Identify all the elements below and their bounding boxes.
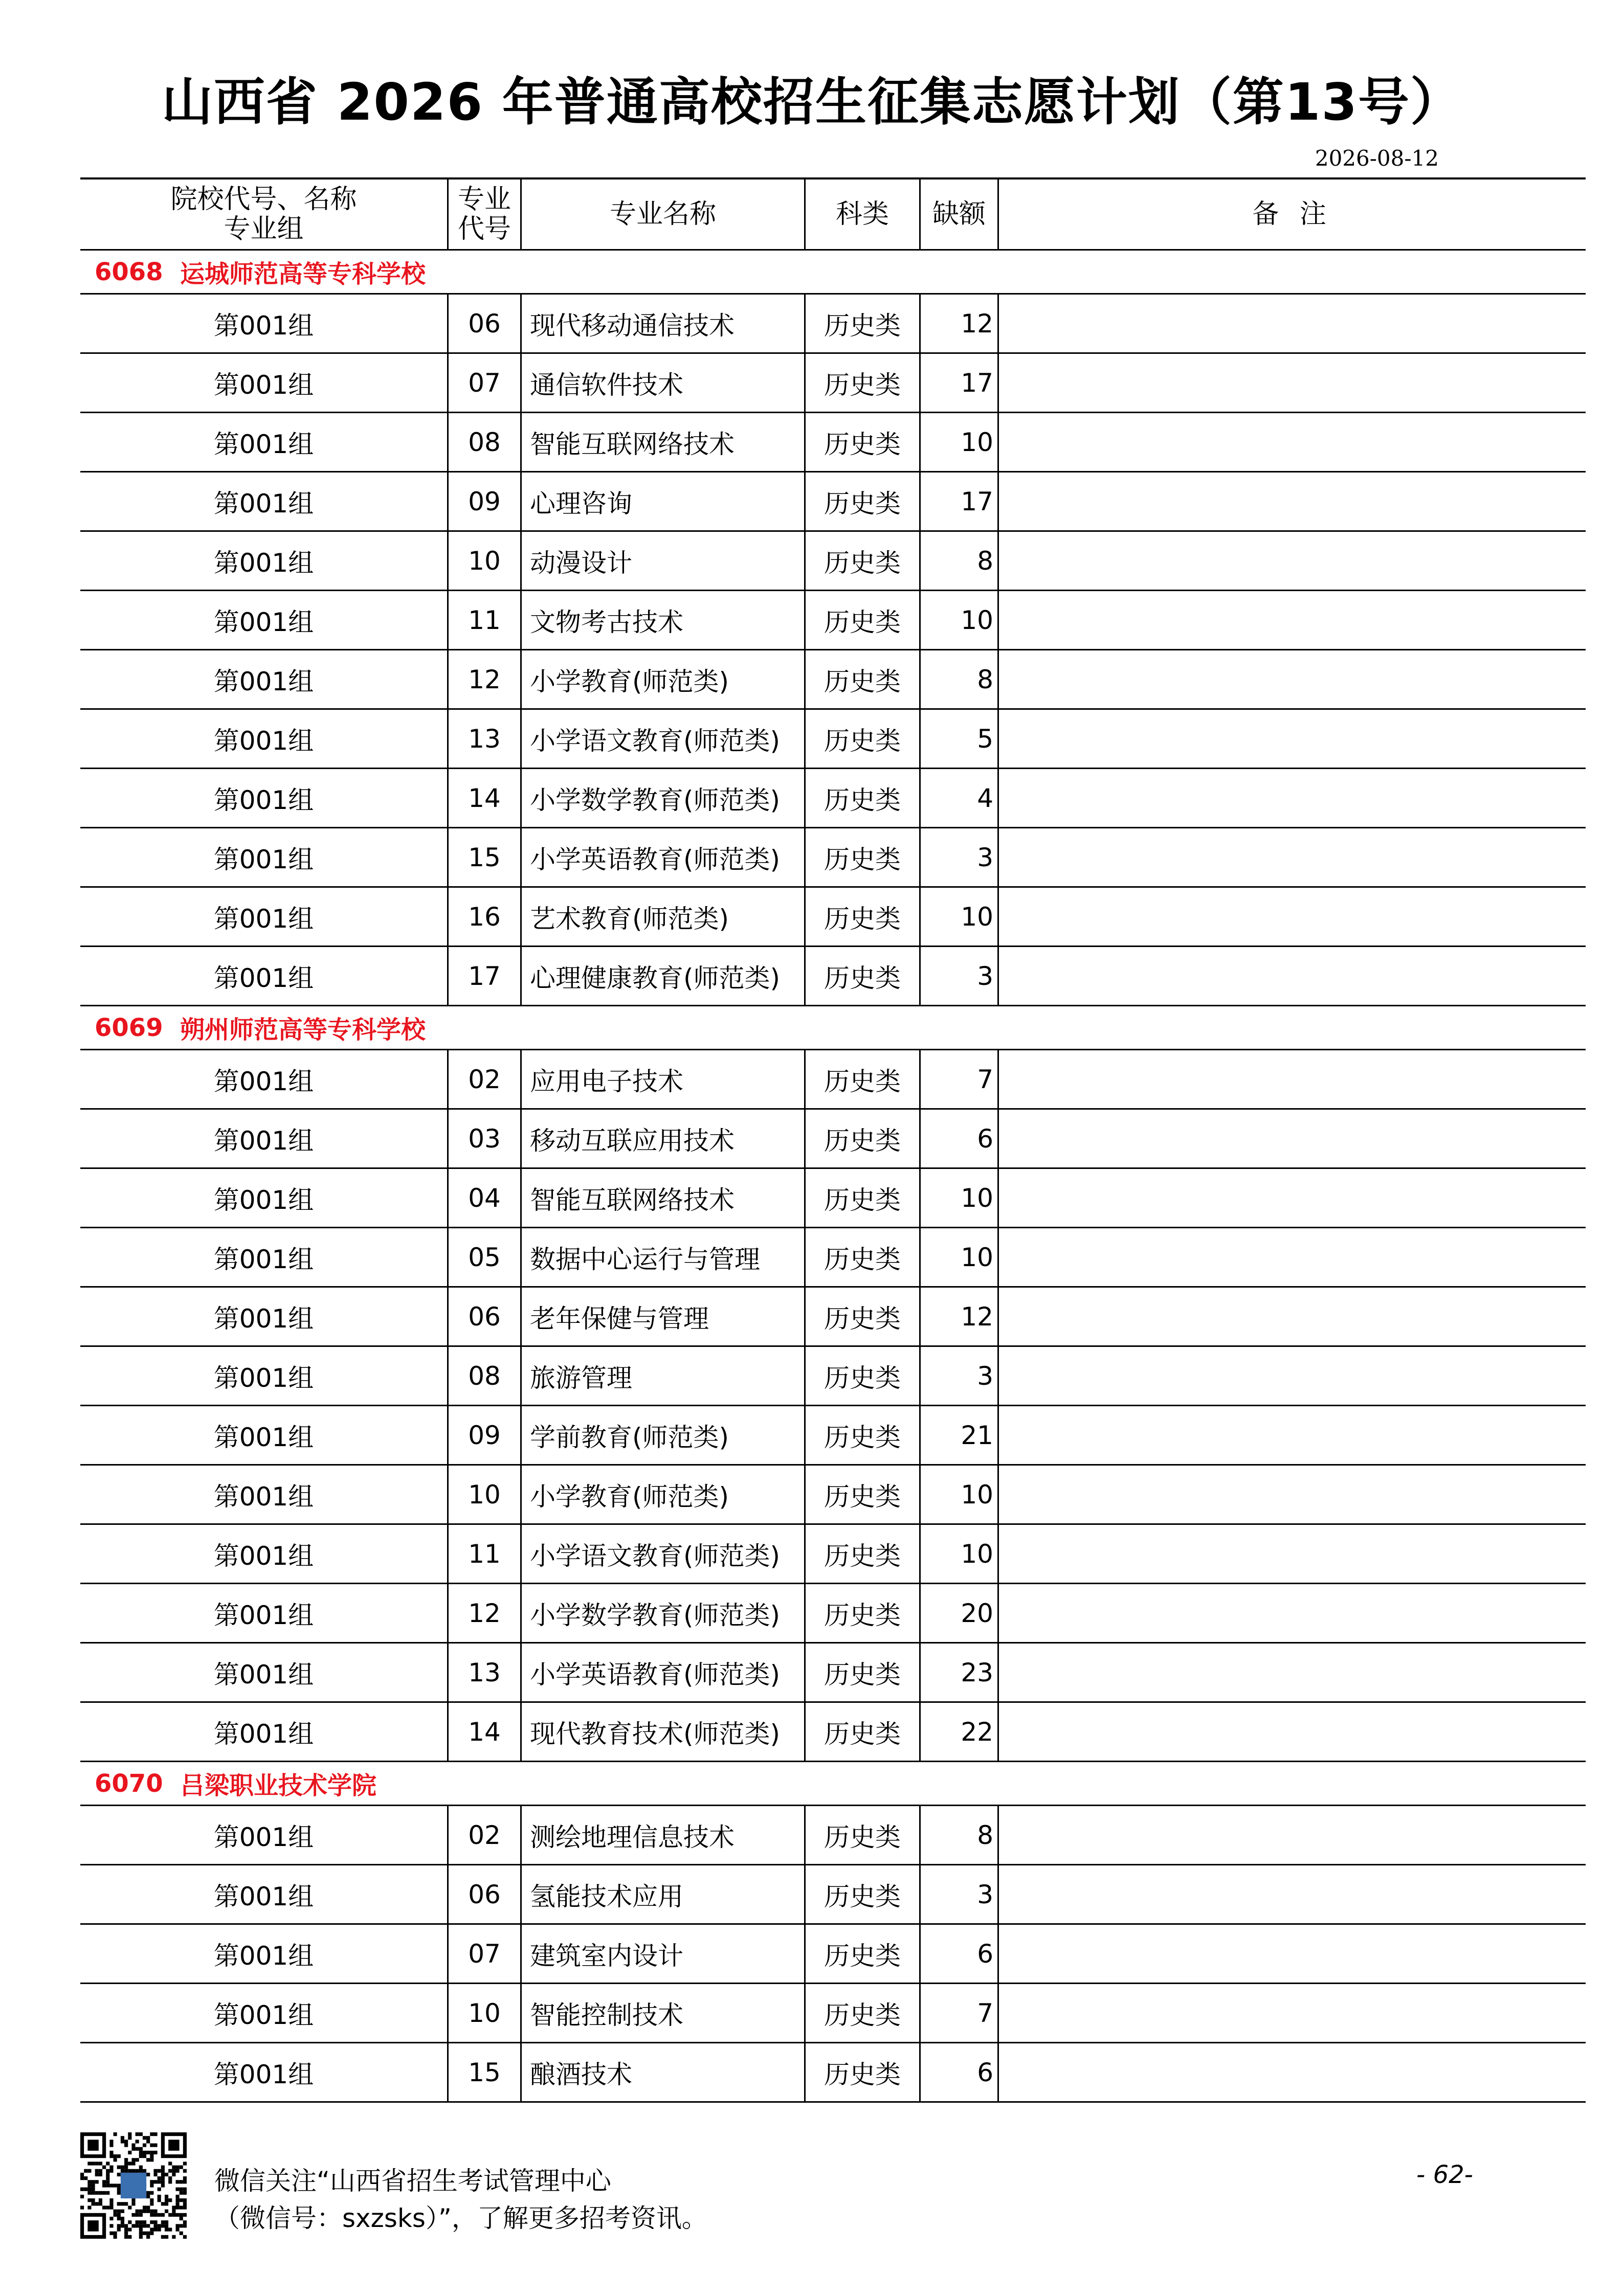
cell-category: 历史类 bbox=[806, 650, 921, 708]
table-row bbox=[80, 1169, 1586, 1228]
cell-major-name: 现代移动通信技术 bbox=[522, 295, 806, 352]
publish-date: 2026-08-12 bbox=[1315, 146, 1439, 171]
cell-note bbox=[999, 354, 1586, 412]
cell-major-code: 10 bbox=[449, 532, 522, 590]
cell-note bbox=[999, 1925, 1586, 1983]
cell-note bbox=[999, 1703, 1586, 1761]
cell-major-code: 06 bbox=[449, 1288, 522, 1345]
cell-group: 第001组 bbox=[80, 1347, 449, 1405]
cell-category: 历史类 bbox=[806, 1347, 921, 1405]
header-category: 科类 bbox=[806, 179, 921, 249]
cell-major-code: 08 bbox=[449, 1347, 522, 1405]
cell-major-name: 小学数学教育(师范类) bbox=[522, 1584, 806, 1642]
cell-quota: 10 bbox=[921, 1466, 999, 1523]
page-footer bbox=[80, 2132, 1586, 2245]
spacer bbox=[163, 1014, 180, 1042]
table-row bbox=[80, 1466, 1586, 1525]
cell-category: 历史类 bbox=[806, 472, 921, 530]
table-row bbox=[80, 1865, 1586, 1925]
cell-category: 历史类 bbox=[806, 591, 921, 649]
cell-note bbox=[999, 710, 1586, 768]
header-school bbox=[80, 179, 449, 249]
cell-major-code: 15 bbox=[449, 2043, 522, 2101]
cell-note bbox=[999, 947, 1586, 1005]
cell-major-name: 建筑室内设计 bbox=[522, 1925, 806, 1983]
table-row bbox=[80, 413, 1586, 472]
cell-group: 第001组 bbox=[80, 1703, 449, 1761]
table-header bbox=[80, 177, 1586, 251]
cell-category: 历史类 bbox=[806, 828, 921, 886]
cell-quota: 3 bbox=[921, 1865, 999, 1923]
cell-group: 第001组 bbox=[80, 591, 449, 649]
cell-category: 历史类 bbox=[806, 354, 921, 412]
cell-quota: 12 bbox=[921, 1288, 999, 1345]
cell-quota: 21 bbox=[921, 1406, 999, 1464]
table-row bbox=[80, 710, 1586, 769]
cell-quota: 20 bbox=[921, 1584, 999, 1642]
cell-quota: 23 bbox=[921, 1644, 999, 1701]
table-row bbox=[80, 1525, 1586, 1584]
cell-note bbox=[999, 769, 1586, 827]
cell-major-code: 17 bbox=[449, 947, 522, 1005]
school-name: 朔州师范高等专科学校 bbox=[180, 1016, 426, 1044]
cell-category: 历史类 bbox=[806, 1406, 921, 1464]
school-name: 运城师范高等专科学校 bbox=[180, 260, 426, 288]
cell-note bbox=[999, 888, 1586, 946]
table-body bbox=[80, 251, 1586, 2103]
cell-major-name: 现代教育技术(师范类) bbox=[522, 1703, 806, 1761]
cell-note bbox=[999, 472, 1586, 530]
cell-major-code: 15 bbox=[449, 828, 522, 886]
cell-major-name: 动漫设计 bbox=[522, 532, 806, 590]
cell-group: 第001组 bbox=[80, 1288, 449, 1345]
cell-group: 第001组 bbox=[80, 2043, 449, 2101]
cell-major-code: 11 bbox=[449, 1525, 522, 1583]
cell-category: 历史类 bbox=[806, 1169, 921, 1227]
footer-wechat-line1: 微信关注“山西省招生考试管理中心 bbox=[214, 2166, 611, 2196]
table-row bbox=[80, 1110, 1586, 1169]
cell-note bbox=[999, 1806, 1586, 1864]
cell-major-code: 12 bbox=[449, 1584, 522, 1642]
cell-note bbox=[999, 532, 1586, 590]
school-code: 6070 bbox=[95, 1769, 163, 1798]
school-name: 吕梁职业技术学院 bbox=[180, 1771, 377, 1800]
table-row bbox=[80, 1228, 1586, 1288]
cell-major-code: 13 bbox=[449, 1644, 522, 1701]
cell-category: 历史类 bbox=[806, 1865, 921, 1923]
cell-category: 历史类 bbox=[806, 1984, 921, 2042]
cell-major-code: 14 bbox=[449, 769, 522, 827]
cell-major-code: 06 bbox=[449, 1865, 522, 1923]
cell-note bbox=[999, 295, 1586, 352]
cell-note bbox=[999, 1169, 1586, 1227]
cell-note bbox=[999, 1865, 1586, 1923]
cell-category: 历史类 bbox=[806, 888, 921, 946]
page-title: 山西省 2026 年普通高校招生征集志愿计划（第13号） bbox=[161, 72, 1463, 132]
cell-major-name: 老年保健与管理 bbox=[522, 1288, 806, 1345]
cell-major-code: 09 bbox=[449, 472, 522, 530]
cell-category: 历史类 bbox=[806, 532, 921, 590]
cell-group: 第001组 bbox=[80, 1228, 449, 1286]
cell-major-name: 通信软件技术 bbox=[522, 354, 806, 412]
cell-major-name: 小学教育(师范类) bbox=[522, 1466, 806, 1523]
cell-category: 历史类 bbox=[806, 1288, 921, 1345]
cell-group: 第001组 bbox=[80, 295, 449, 352]
cell-group: 第001组 bbox=[80, 769, 449, 827]
cell-group: 第001组 bbox=[80, 1806, 449, 1864]
table-row bbox=[80, 354, 1586, 413]
cell-quota: 6 bbox=[921, 2043, 999, 2101]
cell-major-name: 心理健康教育(师范类) bbox=[522, 947, 806, 1005]
cell-category: 历史类 bbox=[806, 1050, 921, 1108]
cell-quota: 8 bbox=[921, 532, 999, 590]
cell-major-code: 08 bbox=[449, 413, 522, 471]
cell-group: 第001组 bbox=[80, 1169, 449, 1227]
cell-quota: 3 bbox=[921, 828, 999, 886]
school-code: 6068 bbox=[95, 257, 163, 286]
cell-note bbox=[999, 1525, 1586, 1583]
cell-category: 历史类 bbox=[806, 1703, 921, 1761]
cell-note bbox=[999, 1644, 1586, 1701]
school-section-header bbox=[80, 1762, 1586, 1806]
cell-major-name: 应用电子技术 bbox=[522, 1050, 806, 1108]
cell-major-name: 小学英语教育(师范类) bbox=[522, 1644, 806, 1701]
table-row bbox=[80, 828, 1586, 888]
cell-major-name: 心理咨询 bbox=[522, 472, 806, 530]
table-row bbox=[80, 1288, 1586, 1347]
cell-group: 第001组 bbox=[80, 1984, 449, 2042]
cell-category: 历史类 bbox=[806, 1925, 921, 1983]
school-section-header bbox=[80, 251, 1586, 295]
cell-major-name: 小学语文教育(师范类) bbox=[522, 710, 806, 768]
table-row bbox=[80, 591, 1586, 650]
table-row bbox=[80, 472, 1586, 532]
cell-note bbox=[999, 1347, 1586, 1405]
cell-major-name: 学前教育(师范类) bbox=[522, 1406, 806, 1464]
cell-note bbox=[999, 2043, 1586, 2101]
cell-quota: 8 bbox=[921, 650, 999, 708]
cell-note bbox=[999, 1050, 1586, 1108]
cell-major-code: 02 bbox=[449, 1050, 522, 1108]
cell-quota: 5 bbox=[921, 710, 999, 768]
cell-quota: 10 bbox=[921, 1525, 999, 1583]
cell-note bbox=[999, 1110, 1586, 1167]
cell-major-code: 16 bbox=[449, 888, 522, 946]
cell-major-name: 小学教育(师范类) bbox=[522, 650, 806, 708]
table-row bbox=[80, 888, 1586, 947]
cell-major-name: 智能互联网络技术 bbox=[522, 413, 806, 471]
cell-group: 第001组 bbox=[80, 1925, 449, 1983]
cell-major-code: 14 bbox=[449, 1703, 522, 1761]
cell-group: 第001组 bbox=[80, 1466, 449, 1523]
cell-major-name: 文物考古技术 bbox=[522, 591, 806, 649]
cell-group: 第001组 bbox=[80, 1406, 449, 1464]
cell-major-code: 07 bbox=[449, 1925, 522, 1983]
cell-quota: 6 bbox=[921, 1925, 999, 1983]
cell-group: 第001组 bbox=[80, 828, 449, 886]
table-row bbox=[80, 1806, 1586, 1865]
cell-note bbox=[999, 413, 1586, 471]
cell-major-name: 测绘地理信息技术 bbox=[522, 1806, 806, 1864]
cell-note bbox=[999, 1466, 1586, 1523]
cell-group: 第001组 bbox=[80, 1584, 449, 1642]
cell-category: 历史类 bbox=[806, 1806, 921, 1864]
cell-major-code: 02 bbox=[449, 1806, 522, 1864]
cell-major-name: 氢能技术应用 bbox=[522, 1865, 806, 1923]
table-row bbox=[80, 1050, 1586, 1110]
cell-note bbox=[999, 1406, 1586, 1464]
school-section-header bbox=[80, 1006, 1586, 1050]
cell-major-code: 06 bbox=[449, 295, 522, 352]
cell-group: 第001组 bbox=[80, 1110, 449, 1167]
cell-category: 历史类 bbox=[806, 1110, 921, 1167]
table-row bbox=[80, 1984, 1586, 2043]
cell-major-code: 12 bbox=[449, 650, 522, 708]
table-row bbox=[80, 1925, 1586, 1984]
cell-major-name: 旅游管理 bbox=[522, 1347, 806, 1405]
cell-category: 历史类 bbox=[806, 1644, 921, 1701]
page-number: - 62- bbox=[1416, 2160, 1473, 2189]
cell-major-name: 酿酒技术 bbox=[522, 2043, 806, 2101]
cell-category: 历史类 bbox=[806, 295, 921, 352]
header-name: 专业名称 bbox=[522, 179, 806, 249]
table-row bbox=[80, 650, 1586, 710]
header-quota: 缺额 bbox=[921, 179, 999, 249]
cell-note bbox=[999, 1228, 1586, 1286]
cell-major-code: 10 bbox=[449, 1466, 522, 1523]
cell-quota: 3 bbox=[921, 947, 999, 1005]
table-row bbox=[80, 295, 1586, 354]
table-row bbox=[80, 1406, 1586, 1466]
cell-group: 第001组 bbox=[80, 1865, 449, 1923]
cell-quota: 7 bbox=[921, 1050, 999, 1108]
cell-major-code: 05 bbox=[449, 1228, 522, 1286]
table-row bbox=[80, 1584, 1586, 1644]
cell-quota: 17 bbox=[921, 472, 999, 530]
cell-category: 历史类 bbox=[806, 413, 921, 471]
cell-major-code: 13 bbox=[449, 710, 522, 768]
cell-quota: 6 bbox=[921, 1110, 999, 1167]
cell-group: 第001组 bbox=[80, 650, 449, 708]
cell-group: 第001组 bbox=[80, 413, 449, 471]
cell-quota: 10 bbox=[921, 1169, 999, 1227]
cell-group: 第001组 bbox=[80, 947, 449, 1005]
cell-group: 第001组 bbox=[80, 888, 449, 946]
cell-quota: 3 bbox=[921, 1347, 999, 1405]
spacer bbox=[163, 258, 180, 286]
cell-major-name: 智能控制技术 bbox=[522, 1984, 806, 2042]
spacer bbox=[163, 1769, 180, 1798]
cell-group: 第001组 bbox=[80, 354, 449, 412]
cell-note bbox=[999, 1288, 1586, 1345]
enrollment-plan-table bbox=[80, 177, 1586, 2103]
cell-quota: 10 bbox=[921, 888, 999, 946]
footer-wechat-line2: （微信号：sxzsks）”，了解更多招考资讯。 bbox=[214, 2203, 707, 2233]
cell-category: 历史类 bbox=[806, 1584, 921, 1642]
cell-major-code: 10 bbox=[449, 1984, 522, 2042]
cell-note bbox=[999, 828, 1586, 886]
cell-group: 第001组 bbox=[80, 472, 449, 530]
table-row bbox=[80, 2043, 1586, 2103]
cell-category: 历史类 bbox=[806, 2043, 921, 2101]
cell-quota: 10 bbox=[921, 1228, 999, 1286]
cell-note bbox=[999, 650, 1586, 708]
cell-group: 第001组 bbox=[80, 1050, 449, 1108]
cell-major-name: 艺术教育(师范类) bbox=[522, 888, 806, 946]
cell-category: 历史类 bbox=[806, 1228, 921, 1286]
cell-category: 历史类 bbox=[806, 710, 921, 768]
header-note: 备 注 bbox=[1252, 199, 1332, 230]
qr-code-icon bbox=[80, 2132, 187, 2239]
cell-quota: 17 bbox=[921, 354, 999, 412]
school-code: 6069 bbox=[95, 1013, 163, 1042]
cell-major-name: 小学数学教育(师范类) bbox=[522, 769, 806, 827]
cell-note bbox=[999, 1584, 1586, 1642]
cell-note bbox=[999, 591, 1586, 649]
header-code-label: 专业 代号 bbox=[457, 184, 511, 244]
cell-quota: 4 bbox=[921, 769, 999, 827]
cell-major-name: 智能互联网络技术 bbox=[522, 1169, 806, 1227]
cell-category: 历史类 bbox=[806, 1466, 921, 1523]
table-row bbox=[80, 532, 1586, 591]
cell-group: 第001组 bbox=[80, 710, 449, 768]
cell-group: 第001组 bbox=[80, 1644, 449, 1701]
cell-group: 第001组 bbox=[80, 1525, 449, 1583]
header-school-label: 院校代号、名称 专业组 bbox=[170, 184, 357, 244]
table-row bbox=[80, 769, 1586, 828]
cell-major-code: 03 bbox=[449, 1110, 522, 1167]
cell-major-code: 04 bbox=[449, 1169, 522, 1227]
cell-quota: 7 bbox=[921, 1984, 999, 2042]
cell-category: 历史类 bbox=[806, 947, 921, 1005]
table-row bbox=[80, 1703, 1586, 1762]
cell-quota: 22 bbox=[921, 1703, 999, 1761]
table-row bbox=[80, 1644, 1586, 1703]
cell-major-name: 移动互联应用技术 bbox=[522, 1110, 806, 1167]
cell-note bbox=[999, 1984, 1586, 2042]
table-row bbox=[80, 1347, 1586, 1406]
cell-group: 第001组 bbox=[80, 532, 449, 590]
cell-category: 历史类 bbox=[806, 769, 921, 827]
cell-major-name: 小学英语教育(师范类) bbox=[522, 828, 806, 886]
cell-major-name: 小学语文教育(师范类) bbox=[522, 1525, 806, 1583]
cell-quota: 10 bbox=[921, 413, 999, 471]
cell-major-code: 09 bbox=[449, 1406, 522, 1464]
cell-major-code: 11 bbox=[449, 591, 522, 649]
cell-category: 历史类 bbox=[806, 1525, 921, 1583]
table-row bbox=[80, 947, 1586, 1006]
cell-major-name: 数据中心运行与管理 bbox=[522, 1228, 806, 1286]
header-code bbox=[449, 179, 522, 249]
cell-major-code: 07 bbox=[449, 354, 522, 412]
cell-quota: 10 bbox=[921, 591, 999, 649]
cell-quota: 8 bbox=[921, 1806, 999, 1864]
cell-quota: 12 bbox=[921, 295, 999, 352]
